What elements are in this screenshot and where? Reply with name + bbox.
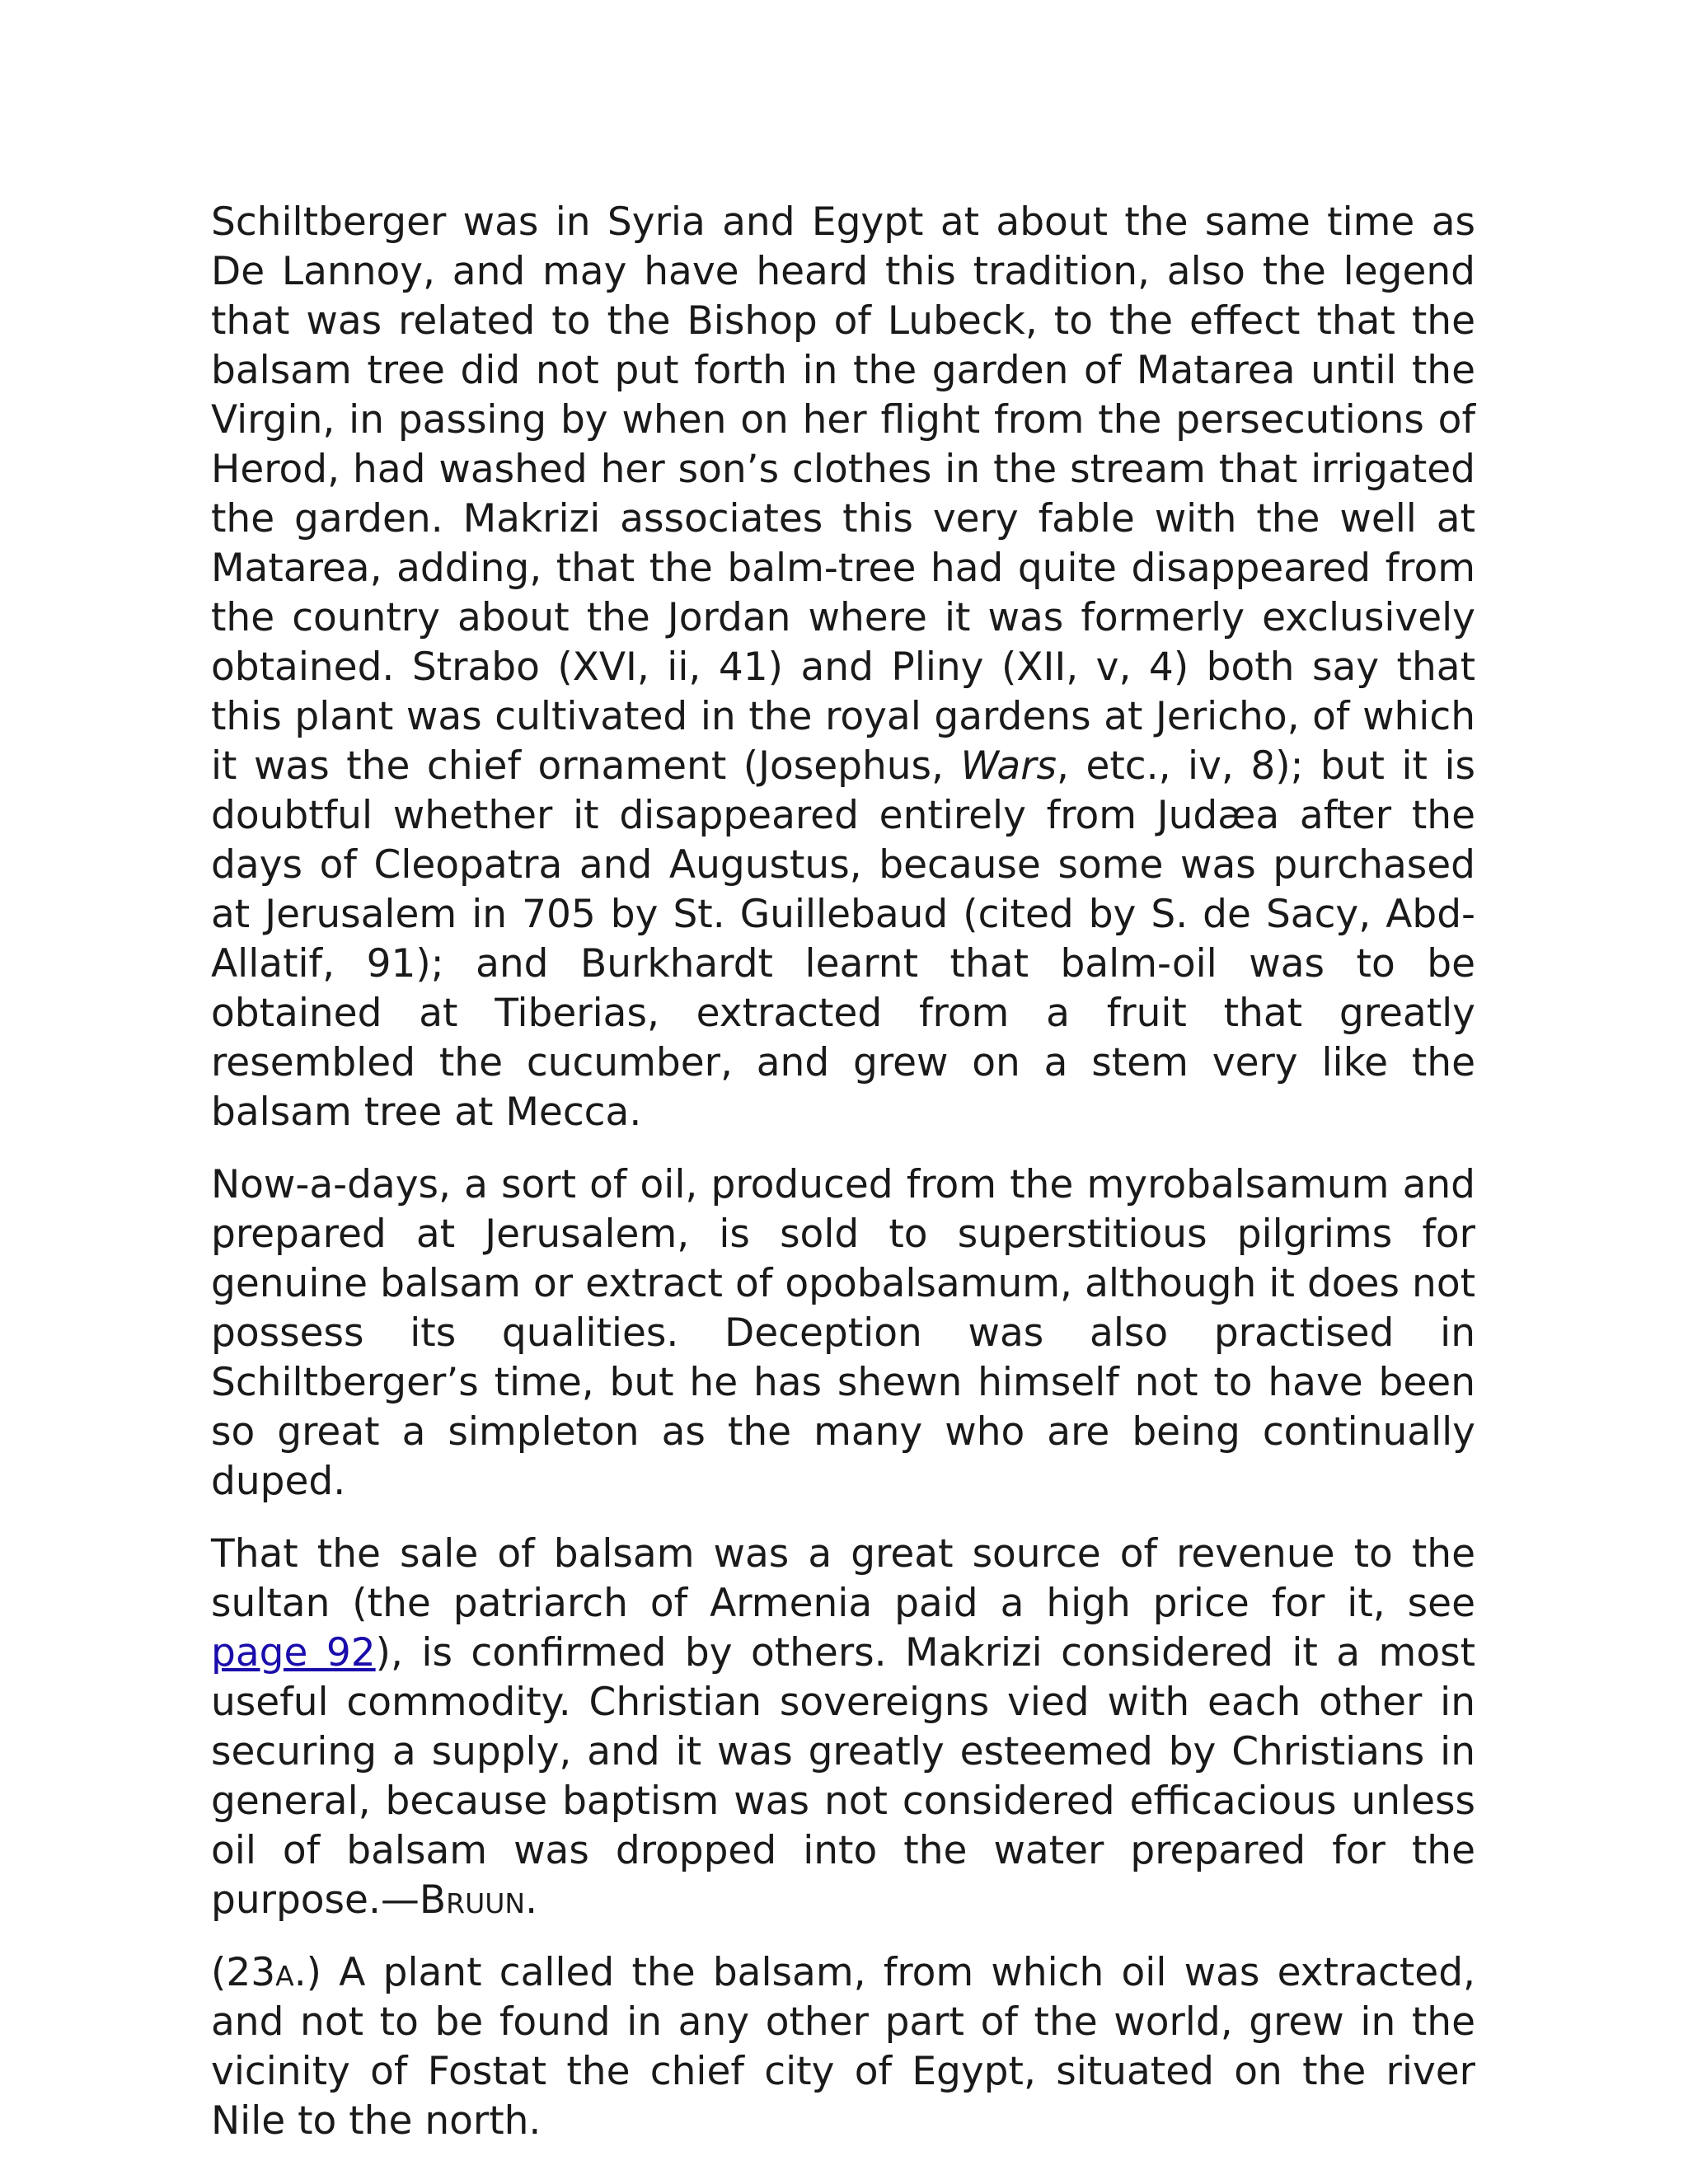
page-92-link[interactable]: page 92 — [211, 1630, 376, 1675]
note-open: (23 — [211, 1950, 276, 1995]
paragraph-balsam-revenue — [211, 1530, 1475, 1925]
paragraph-note-23a — [211, 1948, 1475, 2146]
note-letter: a — [275, 1950, 294, 1995]
italic-title-wars: Wars — [960, 743, 1057, 789]
author-name: Bruun — [419, 1877, 526, 1923]
paragraph-text: ), is confirmed by others. Makrizi considered it a most useful commodity. Christian sovereigns vied with each other in securing a supply, and it was greatly esteemed by Christians in general, because baptism was not considered efficacious unless oil of balsam was dropped into the water prepared for the purpose.— — [211, 1630, 1475, 1923]
paragraph-text: Now-a-days, a sort of oil, produced from the myrobalsamum and prepared at Jerusalem, is sold to superstitious pilgrims for genuine balsam or extract of opobalsamum, although it does not possess its qualities. Deception was also practised in Schiltberger’s time, but he has shewn himself not to have been so great a simpleton as the many who are being continually duped. — [211, 1162, 1475, 1504]
paragraph-text: That the sale of balsam was a great source of revenue to the sultan (the patriarch of Armenia paid a high price for it, see — [211, 1531, 1475, 1626]
document-page — [211, 198, 1475, 2146]
paragraph-modern-oil — [211, 1160, 1475, 1507]
paragraph-text: .) A plant called the balsam, from which oil was extracted, and not to be found in any other part of the world, grew in the vicinity of Fostat the chief city of Egypt, situated on the river Nile to the north. — [211, 1950, 1475, 2144]
paragraph-text: . — [525, 1877, 538, 1923]
paragraph-text: Schiltberger was in Syria and Egypt at about the same time as De Lannoy, and may have heard this tradition, also the legend that was related to the Bishop of Lubeck, to the effect that the balsam tree did not put forth in the garden of Matarea until the Virgin, in passing by when on her flight from the persecutions of Herod, had washed her son’s clothes in the stream that irrigated the garden. Makrizi associates this very fable with the well at Matarea, adding, that the balm-tree had quite disappeared from the country about the Jordan where it was formerly exclusively obtained. Strabo (XVI, ii, 41) and Pliny (XII, v, 4) both say that this plant was cultivated in the royal gardens at Jericho, of which it was the chief ornament (Josephus, — [211, 199, 1475, 789]
paragraph-text: , etc., iv, 8); but it is doubtful whether it disappeared entirely from Judæa after the days of Cleopatra and Augustus, because some was purchased at Jerusalem in 705 by St. Guillebaud (cited by S. de Sacy, Abd-Allatif, 91); and Burkhardt learnt that balm-oil was to be obtained at Tiberias, extracted from a fruit that greatly resembled the cucumber, and grew on a stem very like the balsam tree at Mecca. — [211, 743, 1475, 1135]
paragraph-balsam-tradition — [211, 198, 1475, 1137]
